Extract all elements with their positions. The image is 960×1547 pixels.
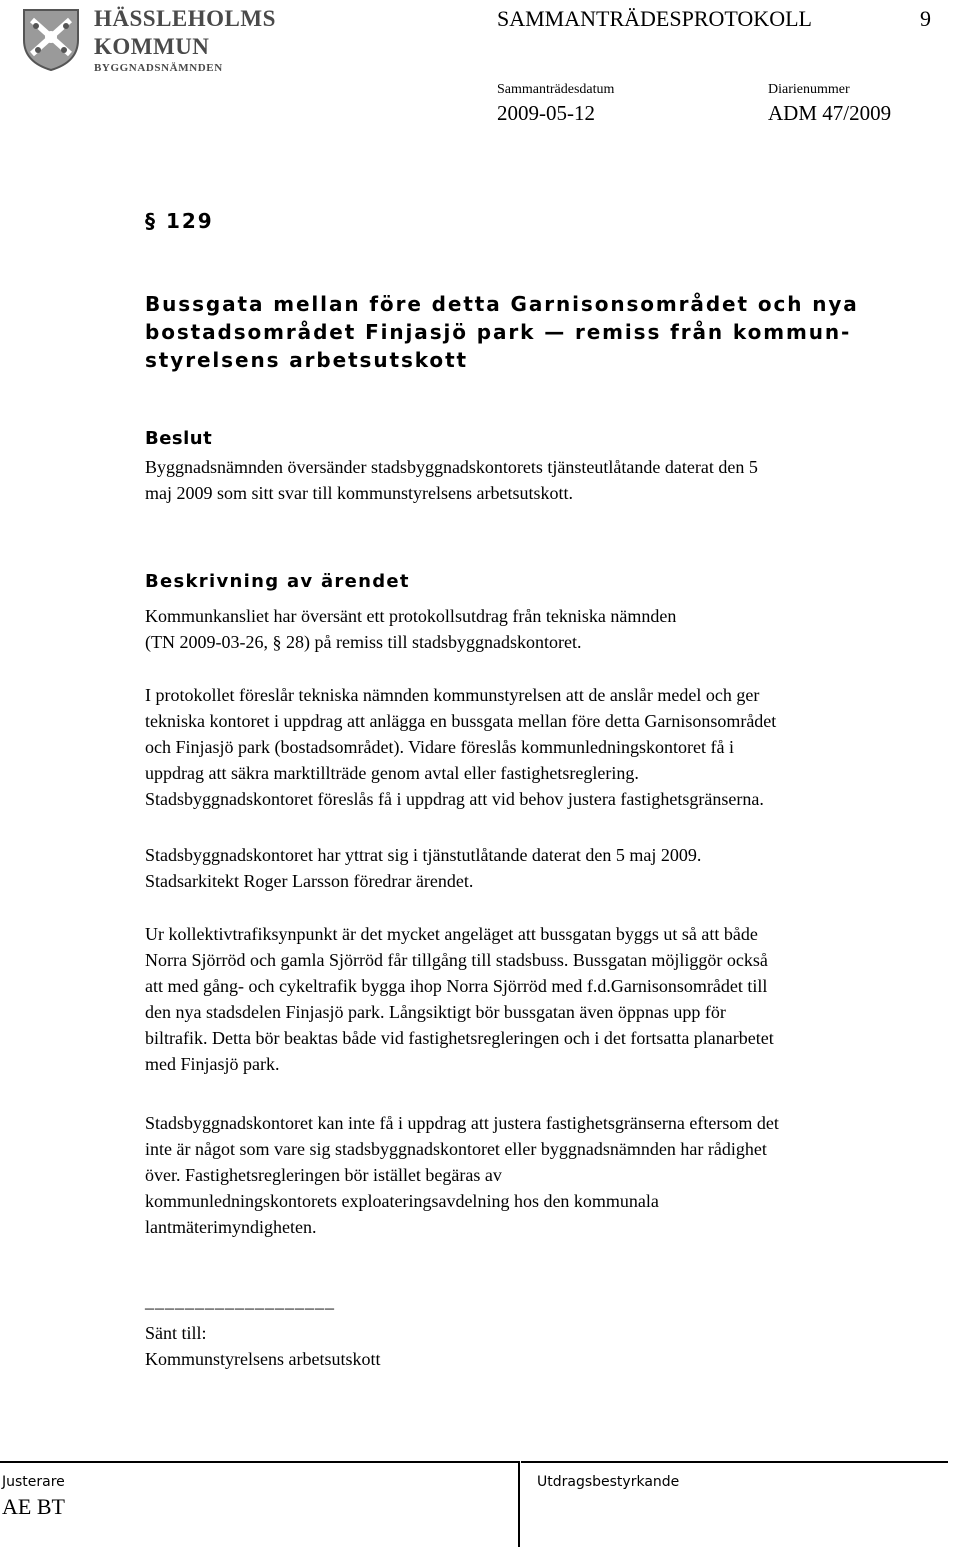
text-line: maj 2009 som sitt svar till kommunstyrelsens arbetsutskott. xyxy=(145,483,573,503)
text-line: Ur kollektivtrafiksynpunkt är det mycket angeläget att bussgatan byggs ut så att både xyxy=(145,924,758,944)
decision-heading: Beslut xyxy=(145,428,213,449)
text-line: Norra Sjörröd och gamla Sjörröd får tillgång till stadsbuss. Bussgatan möjliggör också xyxy=(145,950,768,970)
sent-to-recipient: Kommunstyrelsens arbetsutskott xyxy=(145,1349,381,1369)
text-line: kommunledningskontorets exploateringsavdelning hos den kommunala xyxy=(145,1191,659,1211)
text-line: Stadsbyggnadskontoret föreslås få i uppdrag att vid behov justera fastighetsgränserna. xyxy=(145,789,764,809)
section-number: § 129 xyxy=(145,209,214,233)
text-line: (TN 2009-03-26, § 28) på remiss till stadsbyggnadskontoret. xyxy=(145,632,582,652)
text-line: uppdrag att säkra marktillträde genom avtal eller fastighetsreglering. xyxy=(145,763,639,783)
text-line: inte är något som vare sig stadsbyggnadskontoret eller byggnadsnämnden har rådighet xyxy=(145,1139,767,1159)
footer-rule-right xyxy=(521,1461,948,1463)
logo-department: BYGGNADSNÄMNDEN xyxy=(94,62,223,74)
text-line: tekniska kontoret i uppdrag att anlägga en bussgata mellan före detta Garnisonsområdet xyxy=(145,711,777,731)
text-line: den nya stadsdelen Finjasjö park. Långsiktigt bör bussgatan även öppnas upp för xyxy=(145,1002,726,1022)
coat-of-arms-icon xyxy=(18,6,84,72)
footer-divider xyxy=(518,1461,520,1547)
municipality-logo xyxy=(14,4,276,76)
text-line: att med gång- och cykeltrafik bygga ihop Norra Sjörröd med f.d.Garnisonsområdet till xyxy=(145,976,768,996)
title-line: Bussgata mellan före detta Garnisonsområdet och nya xyxy=(145,292,859,316)
title-line: bostadsområdet Finjasjö park — remiss från kommun- xyxy=(145,320,852,344)
extract-certification-label: Utdragsbestyrkande xyxy=(537,1474,680,1490)
logo-name-line1: HÄSSLEHOLMS xyxy=(94,6,276,31)
text-line: Stadsbyggnadskontoret kan inte få i uppdrag att justera fastighetsgränserna eftersom det xyxy=(145,1113,779,1133)
text-line: lantmäterimyndigheten. xyxy=(145,1217,317,1237)
adjusters-initials: AE BT xyxy=(2,1494,65,1519)
footer-rule-left xyxy=(0,1461,518,1463)
text-line: biltrafik. Detta bör beaktas både vid fastighetsregleringen och i det fortsatta planarbetet xyxy=(145,1028,774,1048)
title-line: styrelsens arbetsutskott xyxy=(145,348,468,372)
page-number: 9 xyxy=(920,6,931,31)
description-heading: Beskrivning av ärendet xyxy=(145,571,410,592)
text-line: I protokollet föreslår tekniska nämnden kommunstyrelsen att de anslår medel och ger xyxy=(145,685,760,705)
adjusters-label: Justerare xyxy=(2,1474,65,1490)
meeting-date: 2009-05-12 xyxy=(497,101,595,125)
text-line: Byggnadsnämnden översänder stadsbyggnadskontorets tjänsteutlåtande daterat den 5 xyxy=(145,457,758,477)
text-line: Stadsbyggnadskontoret har yttrat sig i tjänstutlåtande daterat den 5 maj 2009. xyxy=(145,845,702,865)
paragraph-public-transport xyxy=(145,921,957,1077)
document-type: SAMMANTRÄDESPROTOKOLL xyxy=(497,6,812,31)
decision-text xyxy=(145,454,957,506)
logo-name-line2: KOMMUN xyxy=(94,34,210,59)
registration-number: ADM 47/2009 xyxy=(768,101,892,125)
text-line: och Finjasjö park (bostadsområdet). Vidare föreslås kommunledningskontoret få i xyxy=(145,737,734,757)
sent-to-label: Sänt till: xyxy=(145,1323,207,1343)
section-title xyxy=(145,290,905,374)
text-line: Kommunkansliet har översänt ett protokollsutdrag från tekniska nämnden xyxy=(145,606,677,626)
text-line: Stadsarkitekt Roger Larsson föredrar ärendet. xyxy=(145,871,474,891)
paragraph-statement xyxy=(145,842,957,894)
text-line: med Finjasjö park. xyxy=(145,1054,280,1074)
registration-number-label: Diarienummer xyxy=(768,82,850,97)
meeting-date-label: Sammanträdesdatum xyxy=(497,82,615,97)
paragraph-property-boundaries xyxy=(145,1110,957,1240)
text-line: över. Fastighetsregleringen bör istället begäras av xyxy=(145,1165,502,1185)
description-intro xyxy=(145,603,957,655)
separator-rule: ___________________ xyxy=(145,1291,335,1311)
paragraph-proposal xyxy=(145,682,957,812)
